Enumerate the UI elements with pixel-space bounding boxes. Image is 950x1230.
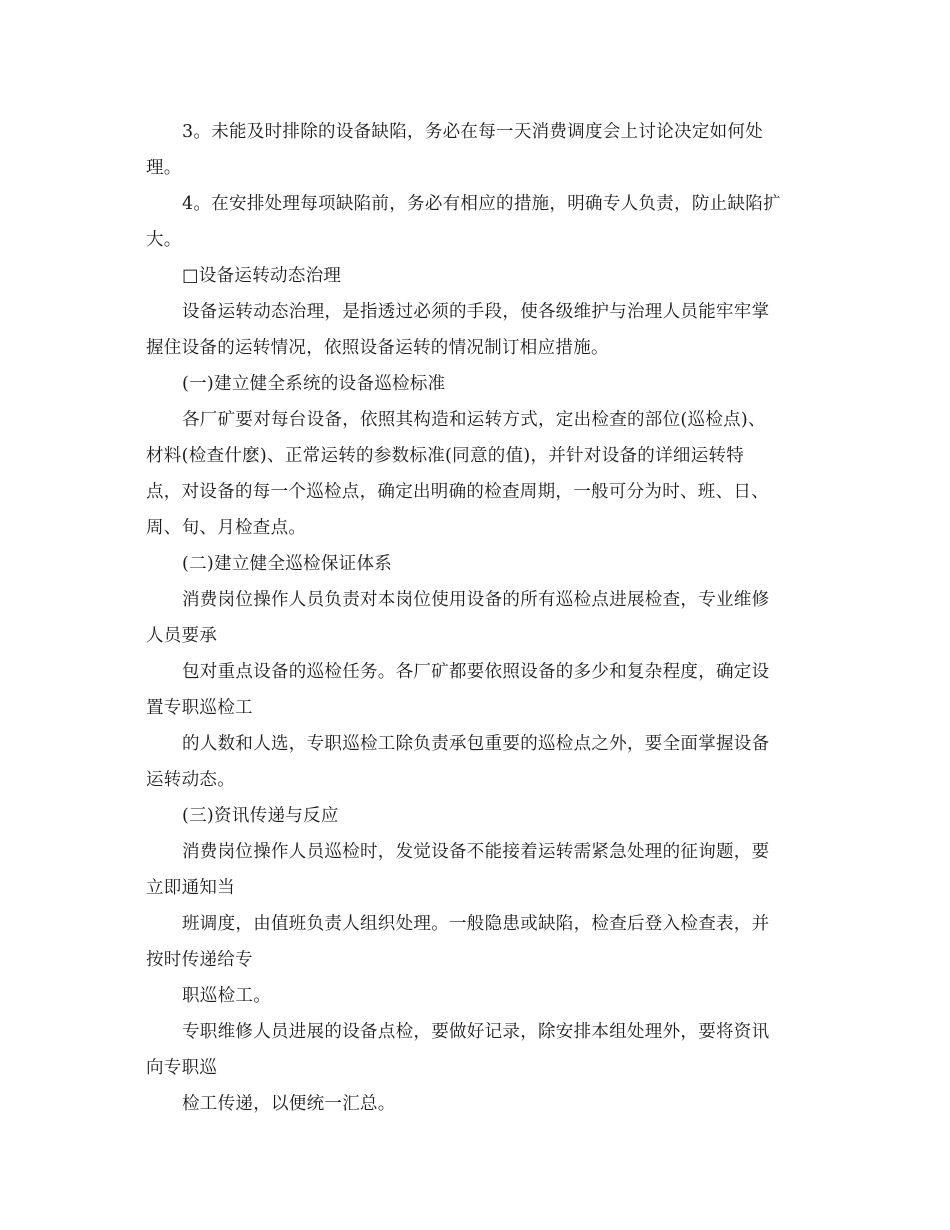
- paragraph-line: 置专职巡检工: [146, 698, 253, 718]
- subheading: (三)资讯传递与反应: [182, 806, 339, 826]
- paragraph-line: 消费岗位操作人员巡检时，发觉设备不能接着运转需紧急处理的征询题，要: [182, 842, 770, 862]
- paragraph-inspection-standard: [146, 402, 806, 546]
- paragraph-line: 职巡检工。: [182, 986, 271, 1006]
- paragraph-transfer-3: [146, 978, 806, 1014]
- paragraph-guarantee-2: [146, 654, 806, 726]
- paragraph-transfer-2: [146, 906, 806, 978]
- paragraph-line: 周、旬、月检查点。: [146, 518, 307, 538]
- paragraph-line: 理。: [146, 158, 182, 178]
- paragraph-transfer-5: [146, 1086, 806, 1122]
- paragraph-line: 向专职巡: [146, 1058, 218, 1078]
- paragraph-definition: [146, 294, 806, 366]
- paragraph-line: 4。在安排处理每项缺陷前，务必有相应的措施，明确专人负责，防止缺陷扩: [182, 194, 781, 214]
- paragraph-line: 运转动态。: [146, 770, 235, 790]
- paragraph-line: 检工传递，以便统一汇总。: [182, 1094, 396, 1114]
- paragraph-line: 握住设备的运转情况，依照设备运转的情况制订相应措施。: [146, 338, 609, 358]
- paragraph-transfer-4: [146, 1014, 806, 1086]
- paragraph-line: 材料(检查什麽)、正常运转的参数标准(同意的值)，并针对设备的详细运转特: [146, 446, 745, 466]
- document-body: [146, 114, 806, 1122]
- section-heading: □设备运转动态治理: [182, 266, 342, 286]
- paragraph-transfer-1: [146, 834, 806, 906]
- subheading-inspection-guarantee: [146, 546, 806, 582]
- paragraph-line: 设备运转动态治理，是指透过必须的手段，使各级维护与治理人员能牢牢掌: [182, 302, 770, 322]
- paragraph-line: 按时传递给专: [146, 950, 253, 970]
- paragraph-item-3: [146, 114, 806, 186]
- paragraph-line: 的人数和人选，专职巡检工除负责承包重要的巡检点之外，要全面掌握设备: [182, 734, 770, 754]
- paragraph-line: 各厂矿要对每台设备，依照其构造和运转方式，定出检查的部位(巡检点)、: [182, 410, 766, 430]
- paragraph-line: 包对重点设备的巡检任务。各厂矿都要依照设备的多少和复杂程度，确定设: [182, 662, 770, 682]
- subheading-inspection-standard: [146, 366, 806, 402]
- subheading: (一)建立健全系统的设备巡检标准: [182, 374, 446, 394]
- section-heading-equipment-dynamics: [146, 258, 806, 294]
- paragraph-line: 3。未能及时排除的设备缺陷，务必在每一天消费调度会上讨论决定如何处: [182, 122, 764, 142]
- paragraph-line: 立即通知当: [146, 878, 235, 898]
- paragraph-line: 消费岗位操作人员负责对本岗位使用设备的所有巡检点进展检查，专业维修: [182, 590, 770, 610]
- paragraph-line: 人员要承: [146, 626, 218, 646]
- paragraph-line: 大。: [146, 230, 182, 250]
- paragraph-line: 班调度，由值班负责人组织处理。一般隐患或缺陷，检查后登入检查表，并: [182, 914, 770, 934]
- paragraph-guarantee-1: [146, 582, 806, 654]
- paragraph-guarantee-3: [146, 726, 806, 798]
- paragraph-line: 点，对设备的每一个巡检点，确定出明确的检查周期，一般可分为时、班、日、: [146, 482, 769, 502]
- paragraph-item-4: [146, 186, 806, 258]
- subheading-information-transfer: [146, 798, 806, 834]
- paragraph-line: 专职维修人员进展的设备点检，要做好记录，除安排本组处理外，要将资讯: [182, 1022, 770, 1042]
- subheading: (二)建立健全巡检保证体系: [182, 554, 393, 574]
